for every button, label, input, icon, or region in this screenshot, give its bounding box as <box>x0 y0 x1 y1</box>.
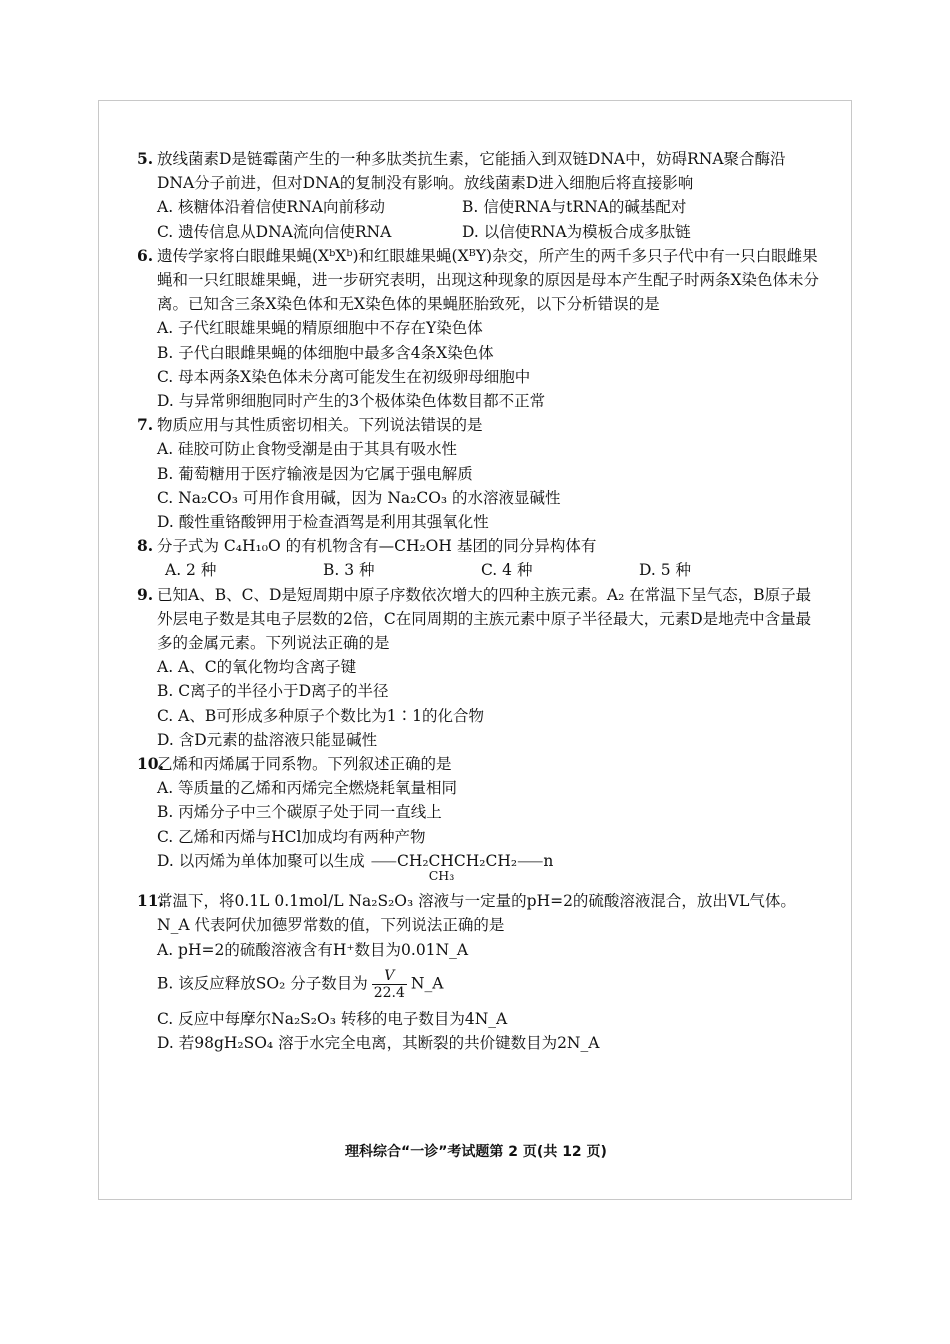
question-stem: 9. 已知A、B、C、D是短周期中原子序数依次增大的四种主族元素。A₂ 在常温下呈气态，B原子最外层电子数是其电子层数的2倍，C在同周期的主族元素中原子半径最大，元素D是地壳中含量最多的金属元素。下列说法正确的是 <box>137 584 812 653</box>
option-d: D. 酸性重铬酸钾用于检查酒驾是利用其强氧化性 <box>157 513 489 532</box>
question-number: 6. <box>137 245 154 265</box>
option-b: B. 葡萄糖用于医疗输液是因为它属于强电解质 <box>157 464 473 483</box>
question-5 <box>137 147 821 244</box>
fraction <box>372 968 407 1001</box>
question-stem: 6. 遗传学家将白眼雌果蝇(XᵇXᵇ)和红眼雄果蝇(XᴮY)杂交，所产生的两千多只子代中有一只白眼雌果蝇和一只红眼雄果蝇，进一步研究表明，出现这种现象的原因是母本产生配子时两条X染色体未分离。已知含三条X染色体和无X染色体的果蝇胚胎致死，以下分析错误的是 <box>137 245 820 314</box>
option-c: C. Na₂CO₃ 可用作食用碱，因为 Na₂CO₃ 的水溶液显碱性 <box>157 488 561 507</box>
option-d: D. 以信使RNA为模板合成多肽链 <box>462 222 691 241</box>
question-number: 9. <box>137 584 154 604</box>
fraction-numerator: V <box>372 968 407 985</box>
option-b: B. C离子的半径小于D离子的半径 <box>157 682 389 701</box>
option-d: D. 5 种 <box>639 561 692 580</box>
question-list <box>137 147 821 1055</box>
option-a: A. 子代红眼雄果蝇的精原细胞中不存在Y染色体 <box>157 319 483 338</box>
option-a: A. 2 种 <box>165 561 217 580</box>
question-number: 8. <box>137 536 154 556</box>
question-number: 11. <box>137 891 164 911</box>
option-c: C. 母本两条X染色体未分离可能发生在初级卵母细胞中 <box>157 367 531 386</box>
option-c: C. 4 种 <box>481 561 533 580</box>
option-b: B. 子代白眼雌果蝇的体细胞中最多含4条X染色体 <box>157 343 494 362</box>
question-6 <box>137 244 821 413</box>
option-c: C. 反应中每摩尔Na₂S₂O₃ 转移的电子数目为4N_A <box>157 1009 508 1028</box>
option-a: A. 硅胶可防止食物受潮是由于其具有吸水性 <box>157 440 458 459</box>
question-11 <box>137 889 821 1055</box>
option-a: A. 等质量的乙烯和丙烯完全燃烧耗氧量相同 <box>157 779 458 798</box>
option-d: D. 含D元素的盐溶液只能显碱性 <box>157 730 378 749</box>
option-b: B. 该反应释放SO₂ 分子数目为 $\frac{V}{22.4}$ N_A <box>157 967 444 1001</box>
exam-page <box>98 100 852 1200</box>
question-stem: 5. 放线菌素D是链霉菌产生的一种多肽类抗生素，它能插入到双链DNA中，妨碍RNA聚合酶沿DNA分子前进，但对DNA的复制没有影响。放线菌素D进入细胞后将直接影响 <box>137 149 786 193</box>
option-c: C. 乙烯和丙烯与HCl加成均有两种产物 <box>157 827 426 846</box>
option-d: D. 与异常卵细胞同时产生的3个极体染色体数目都不正常 <box>157 392 546 411</box>
polymer-branch: CH₃ <box>428 867 455 883</box>
option-d: D. 以丙烯为单体加聚可以生成 ⸺CH₂CHCH₂CH₂⸺n CH₃ <box>137 849 821 873</box>
option-c: C. A、B可形成多种原子个数比为1∶1的化合物 <box>157 706 484 725</box>
option-a: A. A、C的氧化物均含离子键 <box>157 658 357 677</box>
option-b: B. 信使RNA与tRNA的碱基配对 <box>462 198 687 217</box>
polymer-main-chain: ⸺CH₂CHCH₂CH₂⸺n <box>370 851 554 870</box>
question-9 <box>137 583 821 752</box>
question-7 <box>137 413 821 534</box>
option-c: C. 遗传信息从DNA流向信使RNA <box>157 222 392 241</box>
question-number: 10. <box>137 754 164 774</box>
options <box>137 195 821 243</box>
option-a: A. pH=2的硫酸溶液含有H⁺数目为0.01N_A <box>157 940 469 959</box>
question-10 <box>137 752 821 883</box>
question-stem: 10.乙烯和丙烯属于同系物。下列叙述正确的是 <box>137 752 821 776</box>
polymer-formula <box>370 849 554 883</box>
options <box>137 558 821 582</box>
fraction-denominator: 22.4 <box>373 984 405 1001</box>
question-number: 5. <box>137 149 154 168</box>
question-stem: 7. 物质应用与其性质密切相关。下列说法错误的是 <box>137 413 821 437</box>
option-b: B. 丙烯分子中三个碳原子处于同一直线上 <box>157 803 442 822</box>
fraction-unit: N_A <box>410 974 444 993</box>
question-number: 7. <box>137 415 154 435</box>
question-stem: 11.常温下，将0.1L 0.1mol/L Na₂S₂O₃ 溶液与一定量的pH=2的硫酸溶液混合，放出VL气体。N_A 代表阿伏加德罗常数的值，下列说法正确的是 <box>137 891 796 935</box>
question-stem: 8. 分子式为 C₄H₁₀O 的有机物含有—CH₂OH 基团的同分异构体有 <box>137 534 821 558</box>
option-a: A. 核糖体沿着信使RNA向前移动 <box>157 198 385 217</box>
option-b: B. 3 种 <box>323 561 375 580</box>
option-d: D. 若98gH₂SO₄ 溶于水完全电离，其断裂的共价键数目为2N_A <box>157 1033 600 1052</box>
page-footer: 理科综合“一诊”考试题第 2 页(共 12 页) <box>345 1144 607 1160</box>
question-8 <box>137 534 821 582</box>
